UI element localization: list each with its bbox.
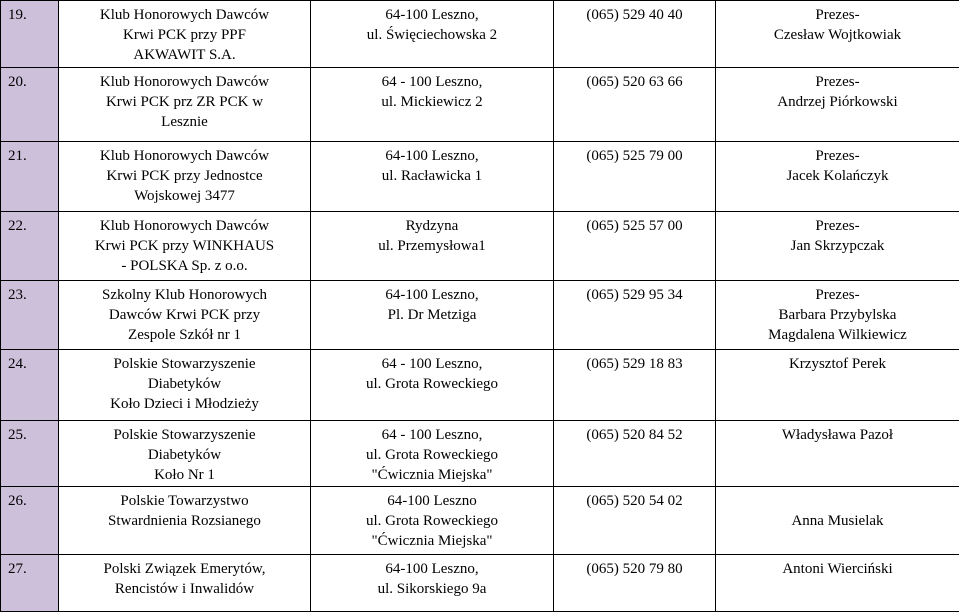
row-number: 27. xyxy=(1,555,59,612)
address-line: 64-100 Leszno, xyxy=(385,561,479,577)
address-line: 64-100 Leszno xyxy=(387,493,477,509)
name-line: - POLSKA Sp. z o.o. xyxy=(121,258,248,274)
row-number: 20. xyxy=(1,68,59,142)
row-number: 19. xyxy=(1,1,59,68)
organization-name xyxy=(59,1,311,68)
name-line: Polskie Towarzystwo xyxy=(120,493,249,509)
address-line: 64 - 100 Leszno, xyxy=(381,74,483,90)
table-row xyxy=(1,421,959,487)
address xyxy=(311,487,554,555)
person-line: Andrzej Piórkowski xyxy=(777,94,898,110)
row-number: 25. xyxy=(1,421,59,487)
phone-number: (065) 525 79 00 xyxy=(554,142,716,212)
table-row xyxy=(1,487,959,555)
person-line: Prezes- xyxy=(815,7,860,23)
name-line: Polskie Stowarzyszenie xyxy=(113,356,256,372)
organization-name xyxy=(59,281,311,350)
name-line: Polskie Stowarzyszenie xyxy=(113,427,256,443)
address-line: 64 - 100 Leszno, xyxy=(381,427,483,443)
contact-person xyxy=(716,212,959,281)
name-line: Rencistów i Inwalidów xyxy=(114,581,255,597)
organization-name xyxy=(59,555,311,612)
table-row xyxy=(1,142,959,212)
name-line: Krwi PCK przy WINKHAUS xyxy=(94,238,275,254)
name-line: AKWAWIT S.A. xyxy=(133,47,236,63)
address-line: "Ćwicznia Miejska" xyxy=(371,533,493,549)
person-line: Prezes- xyxy=(815,74,860,90)
phone-number: (065) 529 40 40 xyxy=(554,1,716,68)
name-line: Krwi PCK przy Jednostce xyxy=(106,168,263,184)
person-line: Prezes- xyxy=(815,218,860,234)
organization-name xyxy=(59,487,311,555)
name-line: Lesznie xyxy=(161,114,208,130)
address-line: ul. Racławicka 1 xyxy=(381,168,483,184)
name-line: Krwi PCK przy PPF xyxy=(123,27,246,43)
table-row xyxy=(1,350,959,421)
name-line: Krwi PCK prz ZR PCK w xyxy=(105,94,264,110)
address-line: ul. Przemysłowa1 xyxy=(378,238,486,254)
address-line: Pl. Dr Metziga xyxy=(387,307,477,323)
table-row xyxy=(1,555,959,612)
address xyxy=(311,1,554,68)
address-line: 64-100 Leszno, xyxy=(385,148,479,164)
organization-name xyxy=(59,350,311,421)
person-line: Jan Skrzypczak xyxy=(790,238,885,254)
phone-number: (065) 520 54 02 xyxy=(554,487,716,555)
name-line: Dawców Krwi PCK przy xyxy=(108,307,261,323)
name-line: Klub Honorowych Dawców xyxy=(99,218,270,234)
row-number: 21. xyxy=(1,142,59,212)
row-number: 23. xyxy=(1,281,59,350)
name-line: Koło Dzieci i Młodzieży xyxy=(110,396,259,412)
person-line: Czesław Wojtkowiak xyxy=(773,27,902,43)
phone-number: (065) 529 18 83 xyxy=(554,350,716,421)
contact-person xyxy=(716,487,959,555)
phone-number: (065) 529 95 34 xyxy=(554,281,716,350)
address xyxy=(311,68,554,142)
address-line: "Ćwicznia Miejska" xyxy=(371,467,493,483)
person-line: Prezes- xyxy=(815,287,860,303)
organization-name xyxy=(59,421,311,487)
row-number: 24. xyxy=(1,350,59,421)
person-line: Antoni Wierciński xyxy=(782,561,893,577)
address-line: ul. Grota Roweckiego xyxy=(365,447,499,463)
name-line: Wojskowej 3477 xyxy=(134,188,235,204)
contact-person xyxy=(716,1,959,68)
address xyxy=(311,212,554,281)
name-line: Klub Honorowych Dawców xyxy=(99,74,270,90)
organization-name xyxy=(59,68,311,142)
address xyxy=(311,350,554,421)
contact-person xyxy=(716,350,959,421)
person-line: Anna Musielak xyxy=(791,513,884,529)
row-number: 22. xyxy=(1,212,59,281)
address xyxy=(311,281,554,350)
table-row xyxy=(1,212,959,281)
person-line: Krzysztof Perek xyxy=(788,356,887,372)
address-line: ul. Grota Roweckiego xyxy=(365,376,499,392)
name-line: Diabetyków xyxy=(147,376,222,392)
phone-number: (065) 525 57 00 xyxy=(554,212,716,281)
phone-number: (065) 520 63 66 xyxy=(554,68,716,142)
phone-number: (065) 520 79 80 xyxy=(554,555,716,612)
name-line: Koło Nr 1 xyxy=(154,467,215,483)
address xyxy=(311,142,554,212)
contact-person xyxy=(716,142,959,212)
contact-person xyxy=(716,281,959,350)
name-line: Klub Honorowych Dawców xyxy=(99,148,270,164)
organization-name xyxy=(59,212,311,281)
address-line: ul. Mickiewicz 2 xyxy=(381,94,483,110)
name-line: Polski Związek Emerytów, xyxy=(103,561,266,577)
person-line: Jacek Kolańczyk xyxy=(786,168,889,184)
person-line: Barbara Przybylska xyxy=(778,307,897,323)
person-line: Władysława Pazoł xyxy=(781,427,894,443)
name-line: Klub Honorowych Dawców xyxy=(99,7,270,23)
row-number: 26. xyxy=(1,487,59,555)
table-row xyxy=(1,1,959,68)
address-line: Rydzyna xyxy=(405,218,459,234)
contact-person xyxy=(716,421,959,487)
name-line: Stwardnienia Rozsianego xyxy=(108,513,261,529)
name-line: Zespole Szkół nr 1 xyxy=(128,327,241,343)
person-line: Prezes- xyxy=(815,148,860,164)
address-line: 64 - 100 Leszno, xyxy=(381,356,483,372)
address-line: ul. Grota Roweckiego xyxy=(365,513,499,529)
address-line: ul. Sikorskiego 9a xyxy=(377,581,487,597)
address xyxy=(311,555,554,612)
name-line: Szkolny Klub Honorowych xyxy=(102,287,267,303)
table-row xyxy=(1,281,959,350)
address-line: ul. Święciechowska 2 xyxy=(366,27,498,43)
contact-person xyxy=(716,555,959,612)
name-line: Diabetyków xyxy=(147,447,222,463)
contact-person xyxy=(716,68,959,142)
address-line: 64-100 Leszno, xyxy=(385,287,479,303)
phone-number: (065) 520 84 52 xyxy=(554,421,716,487)
organization-name xyxy=(59,142,311,212)
person-line: Magdalena Wilkiewicz xyxy=(768,327,907,343)
address xyxy=(311,421,554,487)
address-line: 64-100 Leszno, xyxy=(385,7,479,23)
table-row xyxy=(1,68,959,142)
